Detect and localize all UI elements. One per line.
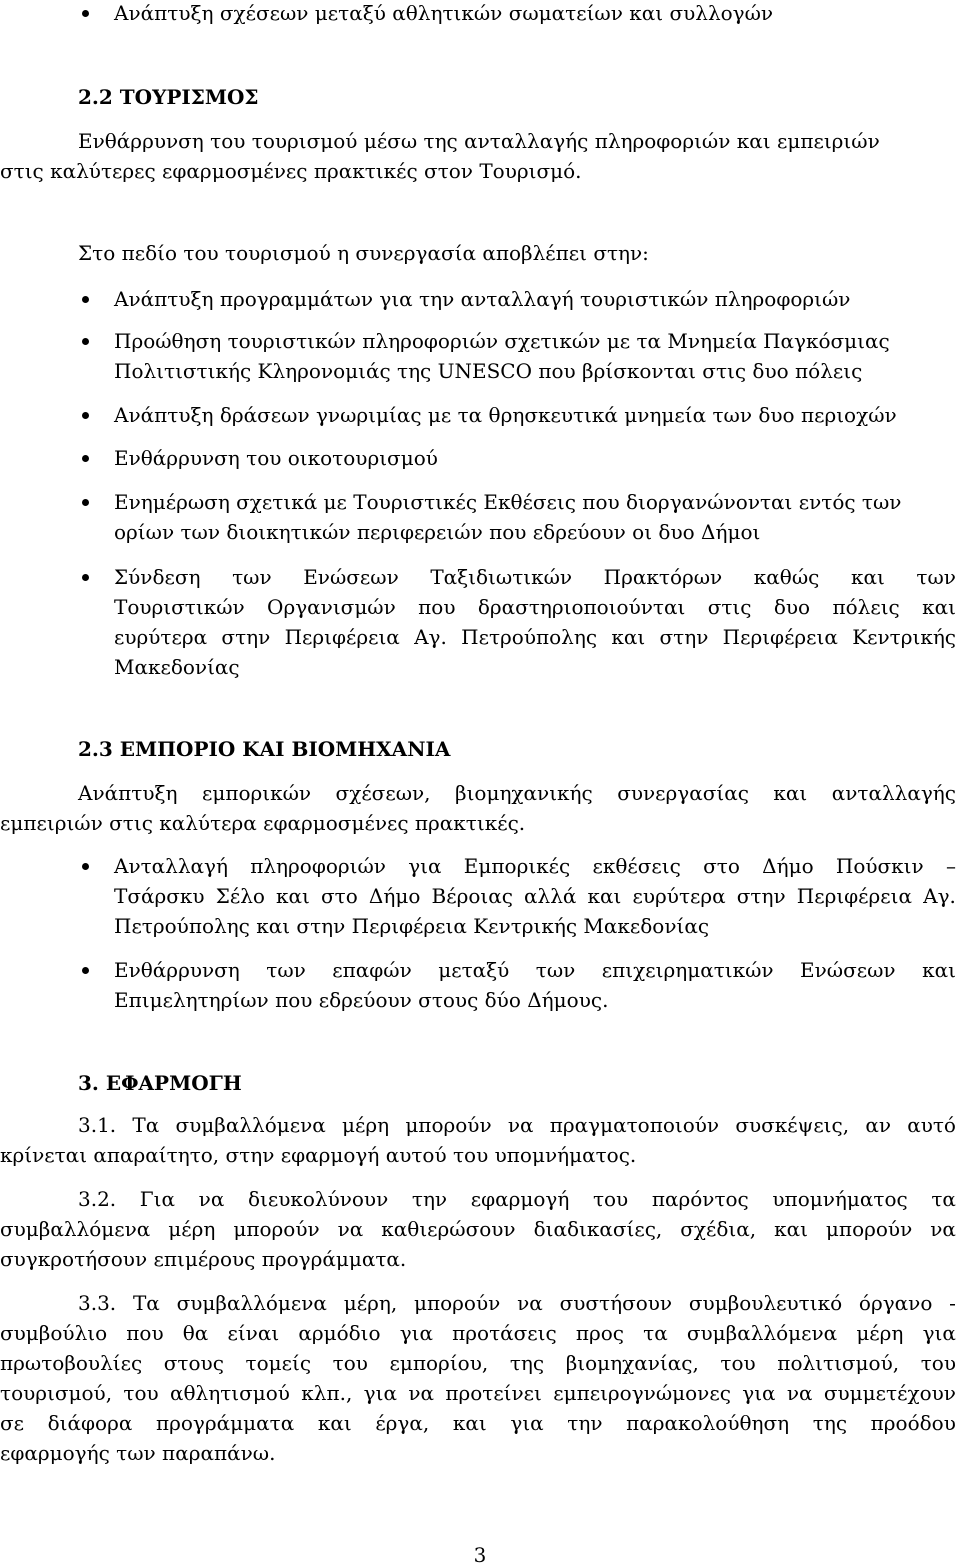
list-item: Ανάπτυξη δράσεων γνωριμίας με τα θρησκευτικά μνημεία των δυο περιοχών — [114, 403, 897, 427]
paragraph-line: 3.3. Τα συμβαλλόμενα μέρη, μπορούν να συστήσουν συμβουλευτικό όργανο - — [78, 1291, 956, 1315]
list-item: Μακεδονίας — [114, 655, 240, 679]
section-heading: 2.3 ΕΜΠΟΡΙΟ ΚΑΙ ΒΙΟΜΗΧΑΝΙΑ — [78, 737, 451, 761]
list-item: Πετρούπολης και στην Περιφέρεια Κεντρικής Μακεδονίας — [114, 914, 710, 938]
bullet-icon — [82, 455, 89, 462]
bullet-icon — [82, 296, 89, 303]
paragraph-line: στις καλύτερες εφαρμοσμένες πρακτικές στον Τουρισμό. — [0, 159, 582, 183]
bullet-icon — [82, 338, 89, 345]
list-item: Ανταλλαγή πληροφοριών για Εμπορικές εκθέσεις στο Δήμο Πούσκιν – — [114, 854, 956, 878]
bullet-icon — [82, 967, 89, 974]
paragraph-line: 3.2. Για να διευκολύνουν την εφαρμογή του παρόντος υπομνήματος τα — [78, 1187, 956, 1211]
list-item: Ανάπτυξη σχέσεων μεταξύ αθλητικών σωματείων και συλλογών — [114, 1, 774, 25]
bullet-icon — [82, 499, 89, 506]
list-item: Προώθηση τουριστικών πληροφοριών σχετικών με τα Μνημεία Παγκόσμιας — [114, 329, 890, 353]
paragraph-line: Ανάπτυξη εμπορικών σχέσεων, βιομηχανικής συνεργασίας και ανταλλαγής — [78, 781, 956, 805]
list-item: Ανάπτυξη προγραμμάτων για την ανταλλαγή τουριστικών πληροφοριών — [114, 287, 851, 311]
paragraph-line: συμβούλιο που θα είναι αρμόδιο για προτάσεις προς τα συμβαλλόμενα μέρη για — [0, 1321, 956, 1345]
bullet-icon — [82, 10, 89, 17]
list-item: Πολιτιστικής Κληρονομιάς της UNESCO που βρίσκονται στις δυο πόλεις — [114, 359, 863, 383]
bullet-icon — [82, 574, 89, 581]
list-item: ευρύτερα στην Περιφέρεια Αγ. Πετρούπολης και στην Περιφέρεια Κεντρικής — [114, 625, 956, 649]
paragraph-line: Στο πεδίο του τουρισμού η συνεργασία αποβλέπει στην: — [78, 241, 649, 265]
list-item: Ενημέρωση σχετικά με Τουριστικές Εκθέσεις που διοργανώνονται εντός των — [114, 490, 902, 514]
paragraph-line: 3.1. Τα συμβαλλόμενα μέρη μπορούν να πραγματοποιούν συσκέψεις, αν αυτό — [78, 1113, 956, 1137]
list-item: Τσάρσκυ Σέλο και στο Δήμο Βέροιας αλλά και ευρύτερα στην Περιφέρεια Αγ. — [114, 884, 956, 908]
list-item: Ενθάρρυνση του οικοτουρισμού — [114, 446, 438, 470]
paragraph-line: σε διάφορα προγράμματα και έργα, και για την παρακολούθηση της προόδου — [0, 1411, 956, 1435]
page-number: 3 — [473, 1543, 487, 1567]
list-item: ορίων των διοικητικών περιφερειών που εδρεύουν οι δυο Δήμοι — [114, 520, 761, 544]
list-item: Ενθάρρυνση των επαφών μεταξύ των επιχειρηματικών Ενώσεων και — [114, 958, 956, 982]
paragraph-line: τουρισμού, του αθλητισμού κλπ., για να προτείνει εμπειρογνώμονες για να συμμετέχουν — [0, 1381, 956, 1405]
list-item: Σύνδεση των Ενώσεων Ταξιδιωτικών Πρακτόρων καθώς και των — [114, 565, 956, 589]
section-heading: 3. ΕΦΑΡΜΟΓΗ — [78, 1071, 242, 1095]
list-item: Τουριστικών Οργανισμών που δραστηριοποιούνται στις δυο πόλεις και — [114, 595, 956, 619]
section-heading: 2.2 ΤΟΥΡΙΣΜΟΣ — [78, 85, 259, 109]
paragraph-line: εφαρμογής των παραπάνω. — [0, 1441, 276, 1465]
paragraph-line: κρίνεται απαραίτητο, στην εφαρμογή αυτού του υπομνήματος. — [0, 1143, 637, 1167]
paragraph-line: εμπειριών στις καλύτερα εφαρμοσμένες πρακτικές. — [0, 811, 526, 835]
bullet-icon — [82, 863, 89, 870]
paragraph-line: Ενθάρρυνση του τουρισμού μέσω της ανταλλαγής πληροφοριών και εμπειριών — [78, 129, 880, 153]
paragraph-line: πρωτοβουλίες στους τομείς του εμπορίου, της βιομηχανίας, του πολιτισμού, του — [0, 1351, 956, 1375]
list-item: Επιμελητηρίων που εδρεύουν στους δύο Δήμους. — [114, 988, 609, 1012]
paragraph-line: συγκροτήσουν επιμέρους προγράμματα. — [0, 1247, 407, 1271]
bullet-icon — [82, 412, 89, 419]
paragraph-line: συμβαλλόμενα μέρη μπορούν να καθιερώσουν διαδικασίες, σχέδια, και μπορούν να — [0, 1217, 956, 1241]
